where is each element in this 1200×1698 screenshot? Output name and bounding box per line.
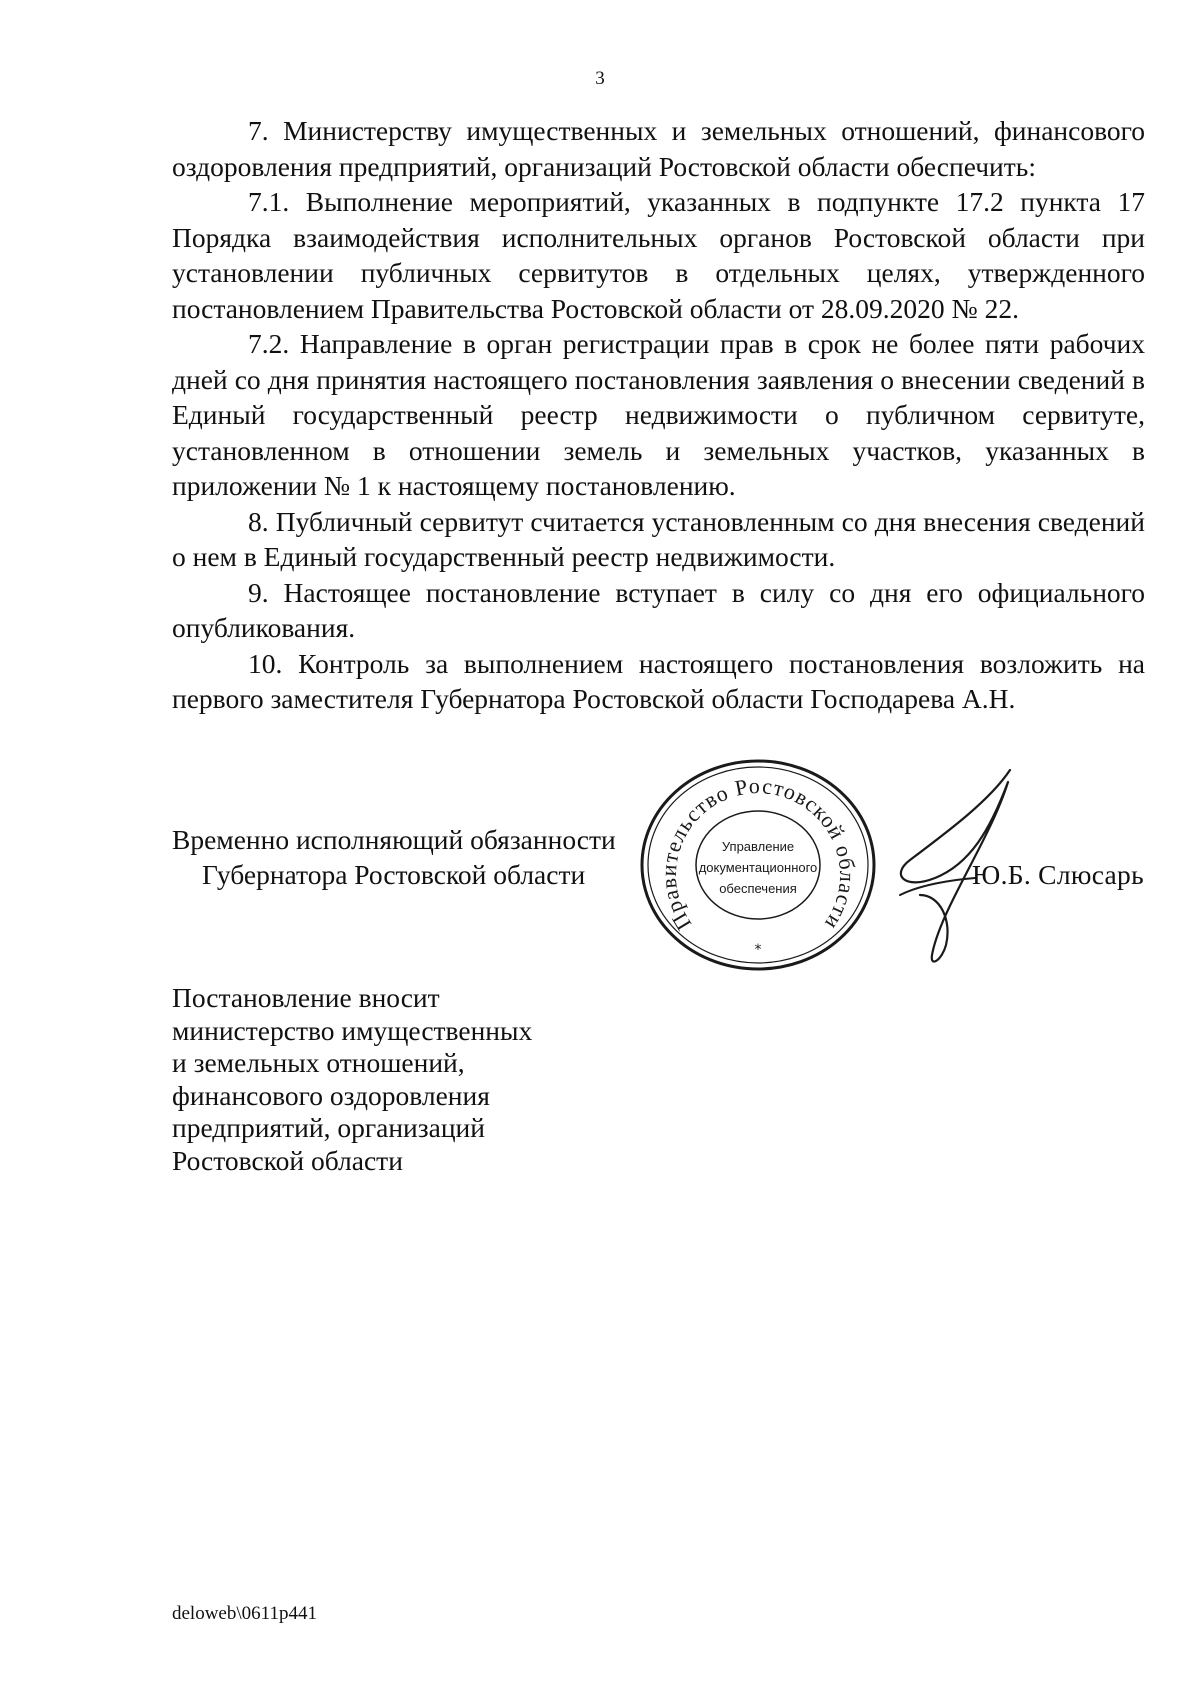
submitter-line: Ростовской области xyxy=(172,1144,403,1176)
seal-center-line-1: Управление xyxy=(721,839,795,854)
seal-ring-text: Правительство Ростовской области xyxy=(655,773,861,936)
submitter-line: Постановление вносит xyxy=(172,982,440,1013)
official-seal-stamp xyxy=(636,755,880,975)
submitter-block xyxy=(172,982,532,1177)
page-number: 3 xyxy=(595,68,605,89)
paragraph-9: 9. Настоящее постановление вступает в силу со дня его официального опубликования. xyxy=(172,576,1145,643)
document-body xyxy=(172,113,1145,717)
signatory-title-line-2: Губернатора Ростовской области xyxy=(202,859,586,890)
seal-star-icon: * xyxy=(754,942,762,958)
seal-center-line-2: документационного xyxy=(698,860,818,875)
paragraph-7-2: 7.2. Направление в орган регистрации прав в срок не более пяти рабочих дней со дня принятия настоящего постановления заявления о внесении сведений в Единый государственный реестр недвижимости о публичном сервитуте, установленном в отношении земель и земельных участков, указанных в приложении № 1 к настоящему постановлению. xyxy=(172,328,1145,501)
signatory-title-line-1: Временно исполняющий обязанности xyxy=(172,824,616,855)
paragraph-8: 8. Публичный сервитут считается установленным со дня внесения сведений о нем в Единый государственный реестр недвижимости. xyxy=(172,505,1145,572)
footer-document-code: deloweb\0611p441 xyxy=(172,1603,317,1624)
seal-center-line-3: обеспечения xyxy=(719,881,797,896)
signatory-title xyxy=(172,822,616,892)
paragraph-7-1: 7.1. Выполнение мероприятий, указанных в подпункте 17.2 пункта 17 Порядка взаимодействия исполнительных органов Ростовской области при установлении публичных сервитутов в отдельных целях, утвержденного постановлением Правительства Ростовской области от 28.09.2020 № 22. xyxy=(172,186,1145,324)
signer-name: Ю.Б. Слюсарь xyxy=(972,859,1144,890)
paragraph-10: 10. Контроль за выполнением настоящего постановления возложить на первого заместителя Губернатора Ростовской области Господарева А.Н. xyxy=(172,647,1145,714)
submitter-line: министерство имущественных xyxy=(172,1014,533,1046)
submitter-line: предприятий, организаций xyxy=(172,1112,485,1143)
paragraph-7: 7. Министерству имущественных и земельных отношений, финансового оздоровления предприятий, организаций Ростовской области обеспечить: xyxy=(172,115,1145,182)
submitter-line: финансового оздоровления xyxy=(172,1079,490,1111)
submitter-line: и земельных отношений, xyxy=(172,1047,465,1078)
